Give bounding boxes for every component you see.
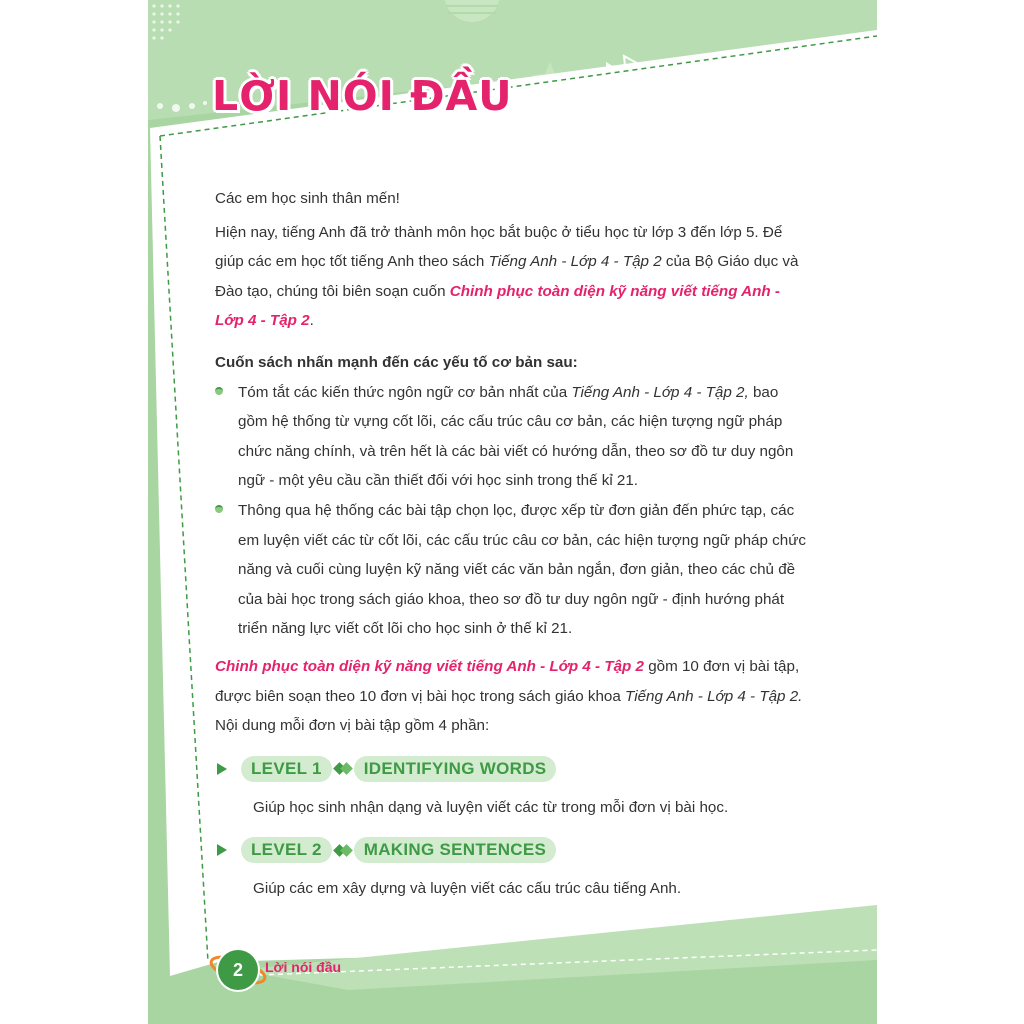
double-diamond-icon [336, 764, 350, 773]
level-1-label: LEVEL 1 [241, 756, 332, 782]
level-1-description: Giúp học sinh nhận dạng và luyện viết các từ trong mỗi đơn vị bài học. [253, 798, 729, 816]
bullet-item [215, 496, 812, 644]
level-arrow-icon [217, 844, 227, 856]
intro-paragraph [215, 218, 812, 336]
page-number: 2 [218, 950, 258, 990]
bullet-item [215, 378, 812, 496]
intro-text-2: của Bộ Giáo dục và Đào tạo, chúng tôi biên soạn cuốn [215, 253, 799, 300]
intro-end: . [309, 312, 314, 330]
intro-book-ref: Tiếng Anh - Lớp 4 - Tập 2 [488, 253, 662, 271]
footer-section-title: Lời nói đầu [265, 959, 342, 975]
structure-book-title: Chinh phục toàn diện kỹ năng viết tiếng Anh - Lớp 4 - Tập 2 [215, 657, 644, 675]
structure-paragraph [215, 652, 812, 741]
double-diamond-icon [336, 846, 350, 855]
greeting: Các em học sinh thân mến! [215, 190, 400, 207]
structure-text-2: Nội dung mỗi đơn vị bài tập gồm 4 phần: [215, 717, 490, 735]
book-page [148, 0, 877, 1024]
level-2-label: LEVEL 2 [241, 837, 332, 863]
intro-text-1: Hiện nay, tiếng Anh đã trở thành môn học bắt buộc ở tiểu học từ lớp 3 đến lớp 5. Để giúp các em học tốt tiếng Anh theo sách [215, 223, 783, 271]
level-arrow-icon [217, 763, 227, 775]
bullet-dot-icon [215, 505, 223, 513]
bullet-text: Tóm tắt các kiến thức ngôn ngữ cơ bản nhất của [238, 383, 572, 401]
structure-ref: Tiếng Anh - Lớp 4 - Tập 2. [625, 687, 803, 705]
bullet-ref: Tiếng Anh - Lớp 4 - Tập 2, [571, 383, 749, 401]
level-2-heading [215, 834, 812, 866]
structure-text-1: gồm 10 đơn vị bài tập, được biên soạn theo 10 đơn vị bài học trong sách giáo khoa [215, 657, 800, 705]
level-1-name: IDENTIFYING WORDS [354, 756, 557, 782]
elements-heading: Cuốn sách nhấn mạnh đến các yếu tố cơ bản sau: [215, 353, 578, 371]
bullet-text-post: bao gồm hệ thống từ vựng cốt lõi, các cấu trúc câu cơ bản, các hiện tượng ngữ pháp chức năng chính, và trên hết là các bài viết có hướng dẫn, theo sơ đồ tư duy ngôn ngữ - một yêu cầu cần thiết đối với học sinh trong thế kỉ 21. [238, 383, 794, 490]
bullet-dot-icon [215, 387, 223, 395]
page-title: LỜI NÓI ĐẦU [212, 72, 513, 120]
intro-book-title: Chinh phục toàn diện kỹ năng viết tiếng Anh - Lớp 4 - Tập 2 [215, 282, 780, 330]
level-1-heading [215, 753, 812, 785]
bullet-text: Thông qua hệ thống các bài tập chọn lọc, được xếp từ đơn giản đến phức tạp, các em luyện viết các từ cốt lõi, các cấu trúc câu cơ bản, các hiện tượng ngữ pháp chức năng và cuối cùng luyện kỹ năng viết các văn bản ngắn, đơn giản, theo các chủ đề của bài học trong sách giáo khoa, theo sơ đồ tư duy ngôn ngữ - định hướng phát triển năng lực viết cốt lõi cho học sinh ở thế kỉ 21. [238, 501, 806, 638]
preface-content [215, 184, 812, 904]
level-2-description: Giúp các em xây dựng và luyện viết các cấu trúc câu tiếng Anh. [253, 880, 682, 898]
level-2-name: MAKING SENTENCES [354, 837, 556, 863]
